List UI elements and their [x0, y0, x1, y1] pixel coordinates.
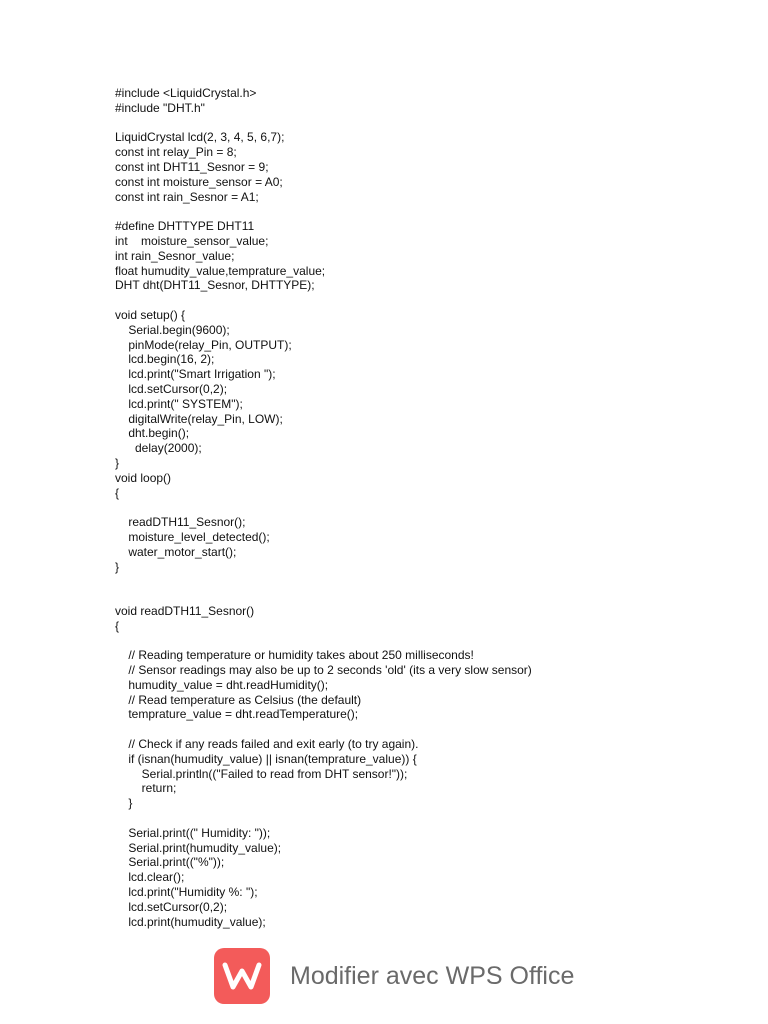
- code-line: int moisture_sensor_value;: [115, 233, 269, 248]
- code-line: lcd.print("Smart Irrigation ");: [115, 367, 276, 382]
- wps-w-icon: [222, 960, 262, 992]
- code-line: [115, 293, 675, 308]
- code-line: readDTH11_Sesnor();: [115, 515, 246, 530]
- code-line: Serial.print((" Humidity: "));: [115, 825, 271, 840]
- code-line: }: [115, 559, 120, 574]
- wps-watermark[interactable]: [214, 948, 594, 1004]
- code-line: void readDTH11_Sesnor(): [115, 603, 255, 618]
- code-line: humudity_value = dht.readHumidity();: [115, 677, 329, 692]
- code-line: #include "DHT.h": [115, 100, 205, 115]
- code-line: Serial.begin(9600);: [115, 322, 230, 337]
- code-line: // Read temperature as Celsius (the default): [115, 692, 362, 707]
- code-line: void loop(): [115, 470, 172, 485]
- code-line: [115, 500, 675, 515]
- code-line: pinMode(relay_Pin, OUTPUT);: [115, 337, 292, 352]
- code-line: const int moisture_sensor = A0;: [115, 174, 283, 189]
- code-line: const int rain_Sesnor = A1;: [115, 189, 259, 204]
- code-line: if (isnan(humudity_value) || isnan(temprature_value)) {: [115, 751, 417, 766]
- code-line: lcd.setCursor(0,2);: [115, 899, 228, 914]
- code-line: lcd.print(" SYSTEM");: [115, 396, 243, 411]
- wps-logo: [214, 948, 270, 1004]
- code-line: void setup() {: [115, 307, 186, 322]
- code-line: }: [115, 455, 120, 470]
- code-line: [115, 116, 675, 131]
- code-line: {: [115, 618, 120, 633]
- code-line: dht.begin();: [115, 426, 190, 441]
- code-line: lcd.begin(16, 2);: [115, 352, 215, 367]
- code-line: {: [115, 485, 120, 500]
- code-line: // Sensor readings may also be up to 2 seconds 'old' (its a very slow sensor): [115, 663, 532, 678]
- code-line: lcd.print("Humidity %: ");: [115, 885, 258, 900]
- code-line: Serial.print(humudity_value);: [115, 840, 282, 855]
- code-line: return;: [115, 781, 177, 796]
- code-line: float humudity_value,temprature_value;: [115, 263, 326, 278]
- code-line: #define DHTTYPE DHT11: [115, 219, 255, 234]
- code-line: Serial.println(("Failed to read from DHT sensor!"));: [115, 766, 408, 781]
- code-line: Serial.print(("%"));: [115, 855, 225, 870]
- code-line: // Reading temperature or humidity takes about 250 milliseconds!: [115, 648, 474, 663]
- code-line: }: [115, 796, 133, 811]
- code-line: temprature_value = dht.readTemperature();: [115, 707, 359, 722]
- code-line: [115, 811, 675, 826]
- code-line: // Check if any reads failed and exit early (to try again).: [115, 737, 419, 752]
- code-line: [115, 722, 675, 737]
- code-line: water_motor_start();: [115, 544, 237, 559]
- code-line: #include <LiquidCrystal.h>: [115, 86, 257, 100]
- code-line: lcd.print(humudity_value);: [115, 914, 266, 929]
- code-line: lcd.setCursor(0,2);: [115, 381, 228, 396]
- code-line: digitalWrite(relay_Pin, LOW);: [115, 411, 283, 426]
- code-line: const int relay_Pin = 8;: [115, 145, 237, 160]
- code-line: [115, 204, 675, 219]
- code-line: [115, 633, 675, 648]
- code-line: [115, 589, 675, 604]
- wps-watermark-text: Modifier avec WPS Office: [290, 961, 575, 990]
- code-line: int rain_Sesnor_value;: [115, 248, 235, 263]
- code-line: const int DHT11_Sesnor = 9;: [115, 159, 269, 174]
- code-line: lcd.clear();: [115, 870, 185, 885]
- code-listing: [115, 86, 675, 929]
- code-line: delay(2000);: [115, 441, 202, 456]
- code-line: moisture_level_detected();: [115, 529, 270, 544]
- code-line: [115, 574, 675, 589]
- code-line: LiquidCrystal lcd(2, 3, 4, 5, 6,7);: [115, 130, 285, 145]
- code-line: DHT dht(DHT11_Sesnor, DHTTYPE);: [115, 278, 315, 293]
